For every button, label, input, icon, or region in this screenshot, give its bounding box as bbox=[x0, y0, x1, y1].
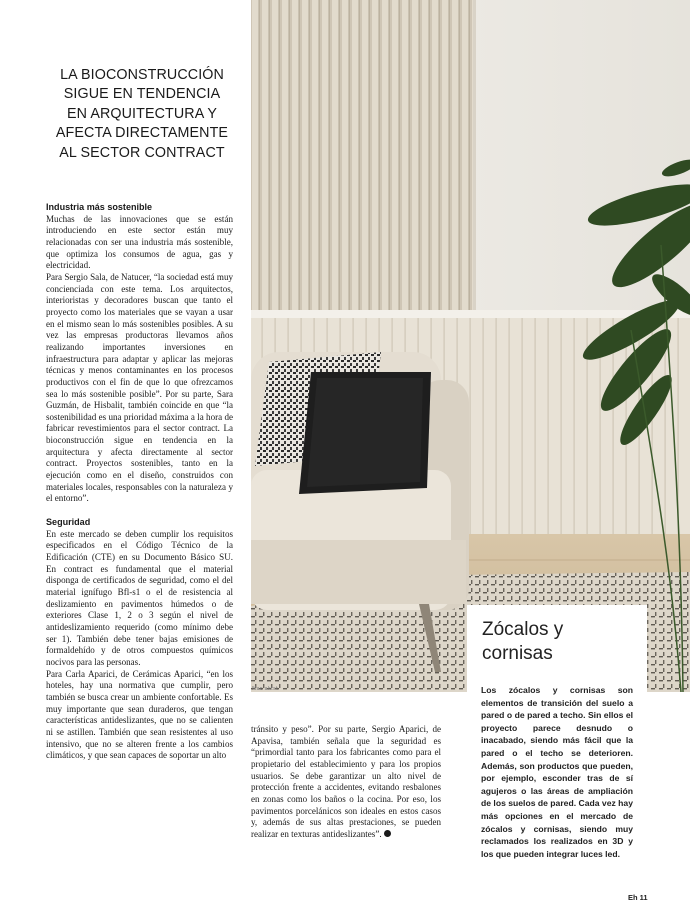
paragraph: Para Sergio Sala, de Natucer, “la sociedad está muy concienciada con este tema. Los arquitectos, interioristas y decoradores buscan que tanto el proyecto como los materiales que se vayan a usar en el mismo sean lo más sostenibles posibles. A su vez las empresas productoras llevamos años realizando importantes inversiones en infraestructura para adaptar y aplicar las mejoras técnicas y menos contaminantes en los procesos productivos con el fin de que lo que ofrezcamos sea lo más sostenible posible”. Por su parte, Sara Guzmán, de Hisbalit, también coincide en que “la sostenibilidad es una prioridad máxima a la hora de fabricar revestimientos para el sector contract. La bioconstrucción sigue en tendencia en la arquitectura y afecta directamente al sector contract. Proyectos sostenibles, tanto en la ejecución como en el diseño, construidos con materiales locales, responsables con la naturaleza y el entorno”. bbox=[46, 271, 233, 504]
photo-credit: Mac aktst bbox=[252, 686, 279, 692]
sidebar-title bbox=[482, 618, 563, 666]
page-number: Eh 11 bbox=[628, 893, 648, 902]
headline-line: LA BIOCONSTRUCCIÓN bbox=[60, 67, 224, 83]
interior-photo bbox=[251, 0, 690, 692]
paragraph bbox=[251, 724, 441, 841]
sidebar-title-line: cornisas bbox=[482, 643, 553, 664]
section-heading-sustainability: Industria más sostenible bbox=[46, 202, 153, 212]
headline-line: AFECTA DIRECTAMENTE bbox=[55, 125, 229, 142]
paragraph: Muchas de las innovaciones que se están introduciendo en este sector están muy relacionadas con ser una industria más sostenible, que optimiza los consumos de agua, gas y electricidad. bbox=[46, 213, 233, 271]
paragraph: Para Carla Aparici, de Cerámicas Aparici, “en los hoteles, hay una normativa que cumplir, pero también se busca crear un ambiente confortable. Es muy importante que sean duraderos, que tengan características antideslizantes, que no se calienten ni se astillen. También que sean resistentes al uso intensivo, que no se alteren frente a los cambios climáticos, y que sean capaces de soportar un alto bbox=[46, 668, 233, 761]
hero-image bbox=[251, 0, 690, 692]
headline-line: AL SECTOR CONTRACT bbox=[59, 144, 225, 161]
sidebar-title-line: Zócalos y bbox=[482, 619, 564, 640]
paragraph: En este mercado se deben cumplir los requisitos especificados en el Código Técnico de la Edificación (CTE) en su Documento Básico SU. En contract es fundamental que el material disponga de certificados de seguridad, como el del material ignífugo Bfl-s1 o el de resistencia al deslizamiento en pavimentos húmedos o de exteriores Clase 1, 2 o 3 según el nivel de antideslizamiento requerido (como mínimo debe ser 1). También debe tener bajas emisiones de formaldehído y de otros compuestos químicos nocivos para las personas. bbox=[46, 528, 233, 667]
paragraph-text: tránsito y peso”. Por su parte, Sergio Aparici, de Apavisa, también señala que la seguridad es “primordial tanto para los fabricantes como para el propietario del establecimiento y para los propios usuarios. Se debe garantizar un alto nivel de protección frente a accidentes, evitando resbalones en zonas como los baños o la cocina. Por eso, los pavimentos porcelánicos son ideales en estos casos y, además de sus altas prestaciones, se pueden realizar en texturas antideslizantes”. bbox=[251, 724, 441, 839]
sidebar-text: Los zócalos y cornisas son elementos de transición del suelo a pared o de pared a techo. Sin ellos el proyecto parece desnudo o inacabado, siendo más fácil que la pared o el techo se deterioren. Además, son productos que pueden, por ejemplo, esconder tras de sí agujeros o las áreas de ampliación de los suelos de pared. Cada vez hay más opciones en el mercado de zócalos y cornisas, siendo muy reclamados los realizados en 3D y los que pueden integrar luces led. bbox=[481, 685, 633, 859]
section-heading-security: Seguridad bbox=[46, 517, 91, 528]
article-headline bbox=[46, 66, 238, 163]
headline-line: SIGUE EN TENDENCIA bbox=[63, 86, 221, 103]
end-mark-icon bbox=[384, 830, 391, 837]
text-column-middle bbox=[251, 724, 441, 841]
text-column-left bbox=[46, 202, 233, 762]
headline-line: EN ARQUITECTURA Y bbox=[67, 105, 217, 122]
sidebar-box bbox=[467, 605, 647, 873]
